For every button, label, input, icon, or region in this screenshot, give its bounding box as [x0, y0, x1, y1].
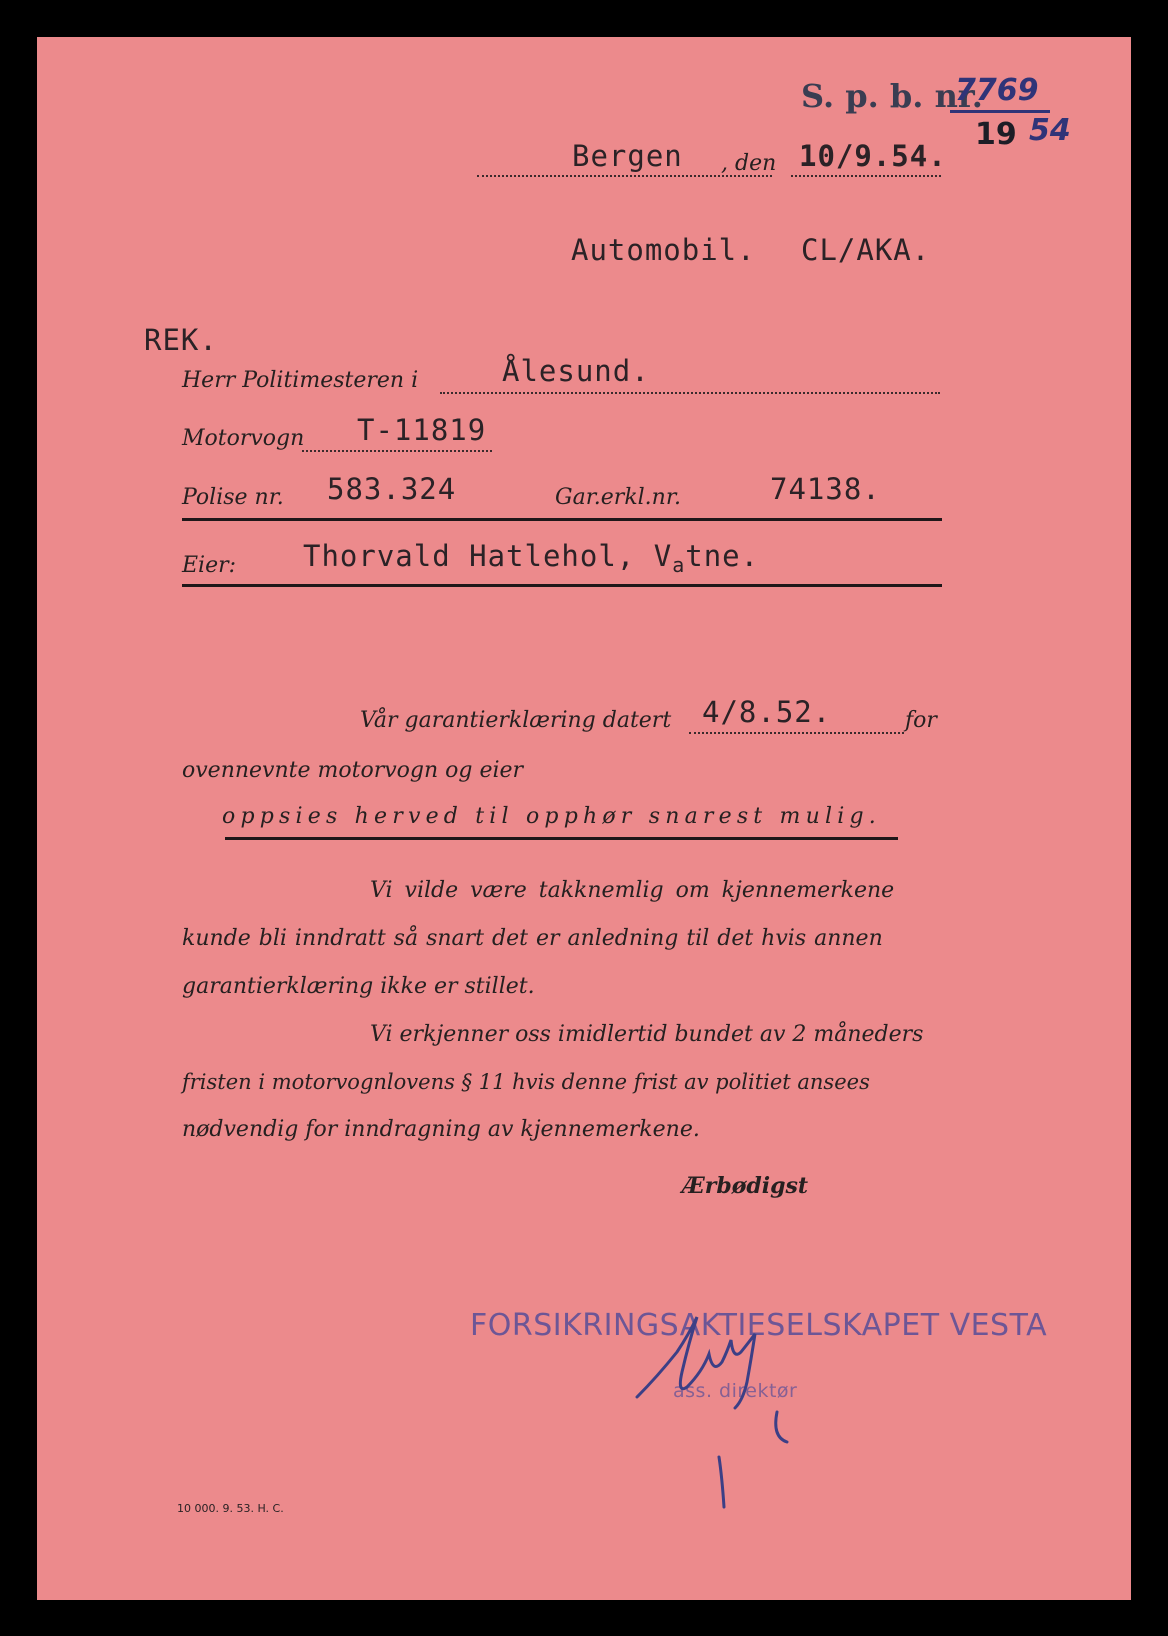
- salutation: Ærbødigst: [682, 1173, 809, 1199]
- owner: [303, 539, 760, 577]
- para2-line2: fristen i motorvognlovens § 11 hvis denne frist av politiet ansees: [182, 1070, 870, 1094]
- para1-line1: Vi vilde være takknemlig om kjennemerkene: [370, 878, 895, 903]
- para2-line3: nødvendig for inndragning av kjennemerkene.: [182, 1117, 700, 1142]
- owner-name: Thorvald Hatlehol, V: [303, 539, 673, 573]
- date: 10/9.54.: [799, 139, 947, 173]
- motorvogn-label: Motorvogn: [182, 426, 305, 451]
- polise-label: Polise nr.: [182, 485, 284, 510]
- para2-line1: Vi erkjenner oss imidlertid bundet av 2 måneders: [370, 1022, 924, 1047]
- eier-label: Eier:: [182, 553, 237, 578]
- owner-end: tne.: [685, 539, 760, 573]
- date-dots: [791, 175, 941, 177]
- document-sheet: [37, 37, 1131, 1600]
- print-code: 10 000. 9. 53. H. C.: [177, 1502, 284, 1515]
- den-label: , den: [721, 151, 777, 176]
- spb-label: S. p. b. nr.: [801, 77, 983, 115]
- registration: T-11819: [357, 413, 487, 447]
- title-stamp: ass. direktør: [673, 1380, 798, 1402]
- owner-correction: a: [672, 553, 686, 577]
- signature: [627, 1282, 847, 1522]
- rek-label: REK.: [144, 323, 218, 357]
- garanti-dots: [689, 732, 904, 734]
- politimester-label: Herr Politimesteren i: [182, 368, 419, 393]
- garerkl-label: Gar.erkl.nr.: [555, 485, 681, 510]
- spb-number: 7769: [955, 73, 1039, 108]
- garanti-date: 4/8.52.: [702, 695, 832, 729]
- polise-rule: [182, 518, 942, 521]
- garanti-label: Vår garantierklæring datert: [360, 708, 672, 733]
- city-dots: [440, 392, 940, 394]
- notice: oppsies herved til opphør snarest mulig.: [222, 804, 881, 829]
- category-reference: CL/AKA.: [801, 233, 931, 267]
- city: Ålesund.: [502, 354, 650, 388]
- place: Bergen: [572, 139, 683, 173]
- para1-line2: kunde bli inndratt så snart det er anledning til det hvis annen: [182, 926, 883, 951]
- company-stamp: FORSIKRINGSAKTIESELSKAPET VESTA: [470, 1308, 1048, 1343]
- garerkl-number: 74138.: [770, 472, 881, 506]
- body-line2: ovennevnte motorvogn og eier: [182, 758, 524, 783]
- category-type: Automobil.: [571, 233, 756, 267]
- polise-number: 583.324: [327, 472, 457, 506]
- year-prefix: 19: [975, 117, 1017, 152]
- year-suffix: 54: [1029, 113, 1071, 148]
- para1-line3: garantierklæring ikke er stillet.: [182, 974, 535, 999]
- notice-rule: [225, 837, 898, 840]
- motorvogn-dots: [302, 450, 492, 452]
- for-label: for: [905, 708, 937, 733]
- eier-rule: [182, 584, 942, 587]
